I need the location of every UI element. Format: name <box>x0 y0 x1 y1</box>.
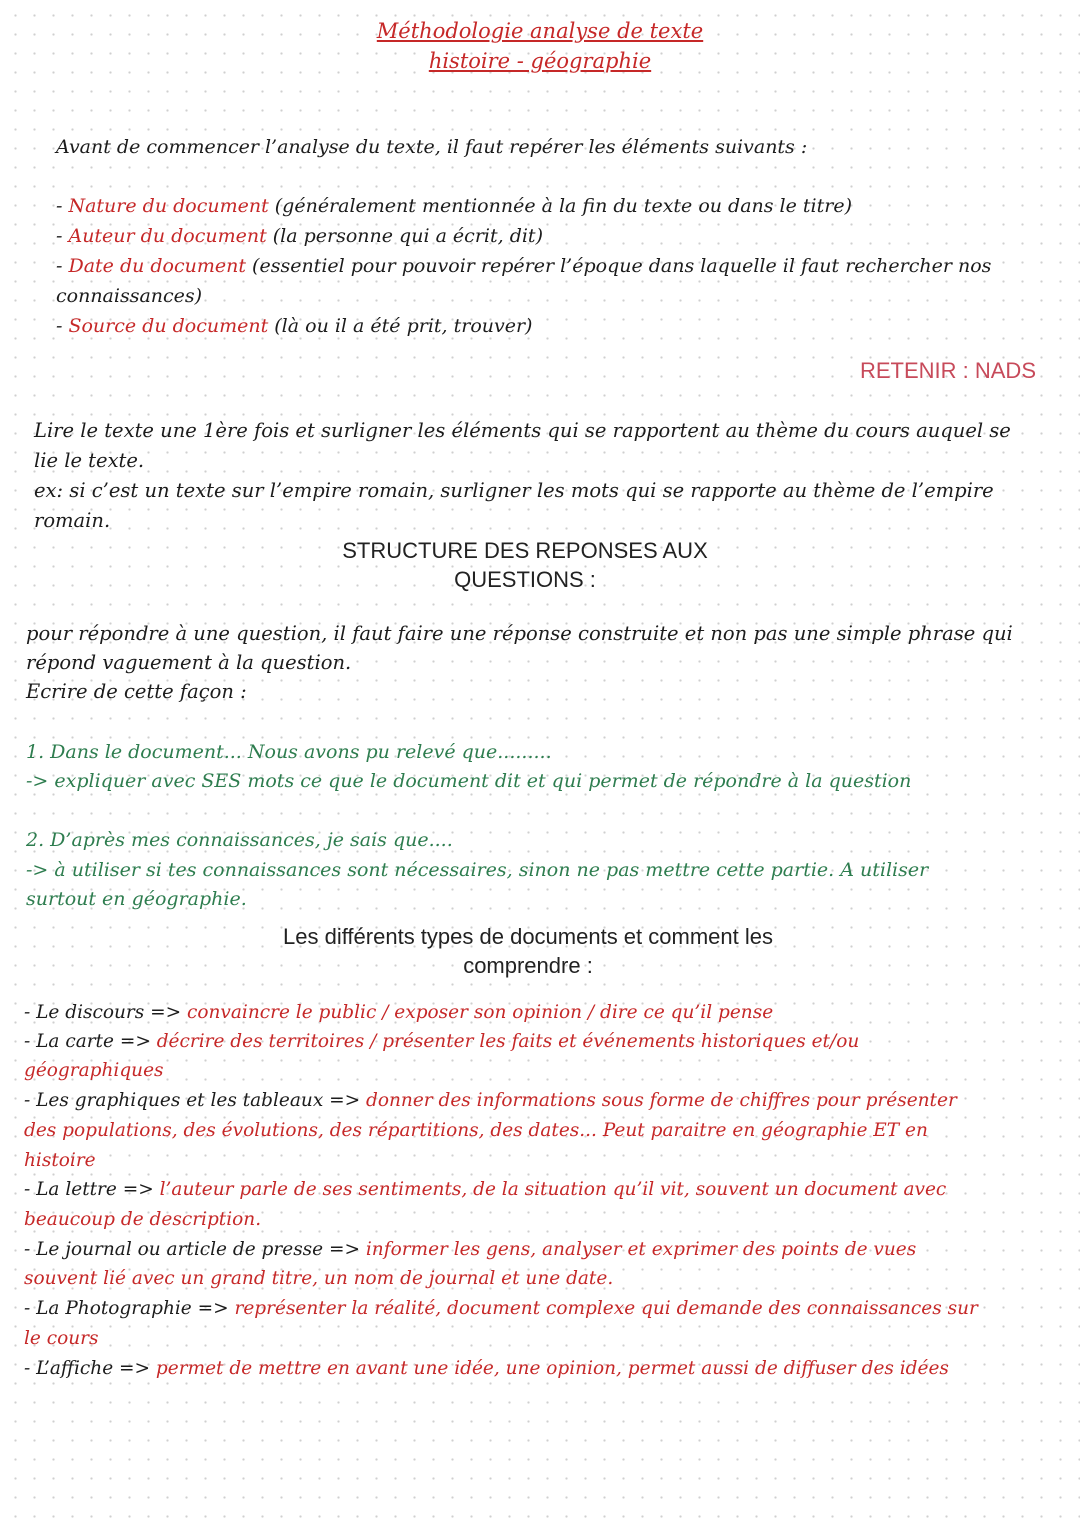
intro-text: Avant de commencer l’analyse du texte, il faut repérer les éléments suivants : <box>56 136 808 158</box>
type-lettre-label: - La lettre => <box>24 1179 160 1200</box>
type-journal-cont: souvent lié avec un grand titre, un nom de journal et une date. <box>24 1268 614 1289</box>
types-heading-line1: Les différents types de documents et comment les <box>283 924 773 949</box>
element-nature: - Nature du document (généralement mentionnée à la fin du texte ou dans le titre) <box>56 195 853 217</box>
type-carte-label: - La carte => <box>24 1031 157 1052</box>
step2-line3: surtout en géographie. <box>26 888 247 910</box>
type-graphiques-cont1: des populations, des évolutions, des répartitions, des dates... Peut paraitre en géographie ET en <box>24 1120 928 1141</box>
element-auteur-desc: (la personne qui a écrit, dit) <box>266 225 543 247</box>
type-journal-label: - Le journal ou article de presse => <box>24 1239 366 1260</box>
reading-line2: lie le texte. <box>34 449 145 472</box>
element-source-label: Source du document <box>68 315 269 337</box>
element-nature-desc: (généralement mentionnée à la fin du texte ou dans le titre) <box>268 195 853 217</box>
element-date-label: Date du document <box>68 255 246 277</box>
step1-line1: 1. Dans le document... Nous avons pu relevé que......... <box>26 741 552 763</box>
type-affiche <box>24 1354 949 1384</box>
answer-intro-line3: Ecrire de cette façon : <box>26 680 247 703</box>
element-date-desc: (essentiel pour pouvoir repérer l’époque dans laquelle il faut rechercher nos <box>246 255 992 277</box>
types-heading-line2: comprendre : <box>463 953 593 978</box>
type-discours-label: - Le discours => <box>24 1002 188 1023</box>
type-carte <box>24 1027 859 1057</box>
structure-heading-line2: QUESTIONS : <box>454 567 596 592</box>
retenir-note: RETENIR : NADS <box>859 358 1036 383</box>
element-auteur-label: Auteur du document <box>68 225 267 247</box>
step2-line1: 2. D’après mes connaissances, je sais que.... <box>26 829 453 851</box>
type-photographie-label: - La Photographie => <box>24 1298 235 1319</box>
answer-intro-line2: répond vaguement à la question. <box>26 651 352 674</box>
element-date-cont: connaissances) <box>56 285 203 307</box>
element-nature-label: Nature du document <box>68 195 269 217</box>
type-photographie-desc: représenter la réalité, document complexe qui demande des connaissances sur <box>234 1298 978 1319</box>
type-carte-desc: décrire des territoires / présenter les faits et événements historiques et/ou <box>156 1031 860 1052</box>
page-title-line1: Méthodologie analyse de texte <box>376 19 704 43</box>
step1-line2: -> expliquer avec SES mots ce que le document dit et qui permet de répondre à la question <box>26 770 912 792</box>
type-discours-desc: convaincre le public / exposer son opinion / dire ce qu’il pense <box>187 1002 774 1023</box>
answer-intro-line1: pour répondre à une question, il faut faire une réponse construite et non pas une simple phrase qui <box>26 622 1013 645</box>
type-graphiques <box>24 1086 957 1116</box>
element-source: - Source du document (là ou il a été prit, trouver) <box>56 315 533 337</box>
reading-line3: ex: si c’est un texte sur l’empire romain, surligner les mots qui se rapporte au thème de l’empire <box>34 479 994 502</box>
element-date: - Date du document (essentiel pour pouvoir repérer l’époque dans laquelle il faut rechercher nos <box>56 255 992 277</box>
type-journal <box>24 1235 916 1265</box>
reading-line4: romain. <box>34 509 111 532</box>
type-affiche-desc: permet de mettre en avant une idée, une opinion, permet aussi de diffuser des idées <box>155 1358 949 1379</box>
step2-line2: -> à utiliser si tes connaissances sont nécessaires, sinon ne pas mettre cette partie. A utiliser <box>26 859 929 881</box>
type-photographie-cont: le cours <box>24 1328 99 1349</box>
type-photographie <box>24 1294 978 1324</box>
type-carte-cont: géographiques <box>24 1060 164 1081</box>
page-title-line2: histoire - géographie <box>428 49 652 73</box>
type-affiche-label: - L’affiche => <box>24 1358 156 1379</box>
type-lettre-desc: l’auteur parle de ses sentiments, de la situation qu’il vit, souvent un document avec <box>159 1179 947 1200</box>
type-graphiques-label: - Les graphiques et les tableaux => <box>24 1090 367 1111</box>
structure-heading-line1: STRUCTURE DES REPONSES AUX <box>342 538 708 563</box>
type-discours <box>24 998 773 1028</box>
type-lettre <box>24 1175 946 1205</box>
reading-line1: Lire le texte une 1ère fois et surligner les éléments qui se rapportent au thème du cours auquel se <box>34 419 1011 442</box>
type-graphiques-desc: donner des informations sous forme de chiffres pour présenter <box>366 1090 957 1111</box>
type-lettre-cont: beaucoup de description. <box>24 1209 262 1230</box>
type-graphiques-cont2: histoire <box>24 1150 96 1171</box>
element-source-desc: (là ou il a été prit, trouver) <box>268 315 533 337</box>
element-auteur: - Auteur du document (la personne qui a écrit, dit) <box>56 225 543 247</box>
type-journal-desc: informer les gens, analyser et exprimer des points de vues <box>365 1239 917 1260</box>
